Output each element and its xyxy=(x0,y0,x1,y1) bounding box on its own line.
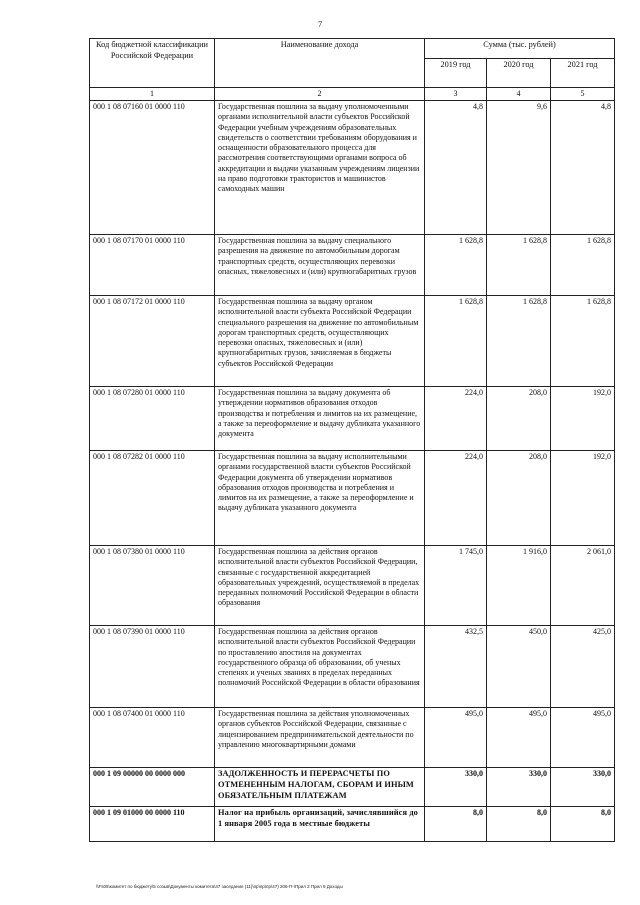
row-code: 000 1 09 00000 00 0000 000 xyxy=(90,768,215,807)
row-code: 000 1 08 07400 01 0000 110 xyxy=(90,708,215,768)
row-value-2020: 208,0 xyxy=(487,387,551,451)
table-row xyxy=(90,235,615,296)
row-code: 000 1 08 07282 01 0000 110 xyxy=(90,451,215,546)
header-code: Код бюджетной классификации Российской Федерации xyxy=(90,39,215,88)
table-row xyxy=(90,807,615,842)
header-year-2020: 2020 год xyxy=(487,59,551,88)
table-row xyxy=(90,626,615,708)
row-value-2020: 330,0 xyxy=(487,768,551,807)
row-value-2020: 9,6 xyxy=(487,101,551,235)
row-value-2020: 1 916,0 xyxy=(487,546,551,626)
row-code: 000 1 08 07170 01 0000 110 xyxy=(90,235,215,296)
row-name: Государственная пошлина за выдачу исполнительными органами государственной власти субъектов Российской Федерации документа об утверждении нормативов образования отходов производства и потребления и лимитов на их размещение, а также за переоформление и выдачу дубликата указанного документа xyxy=(215,451,425,546)
revenue-table xyxy=(89,38,615,842)
row-value-2021: 192,0 xyxy=(551,451,615,546)
row-value-2019: 1 745,0 xyxy=(425,546,487,626)
row-code: 000 1 08 07380 01 0000 110 xyxy=(90,546,215,626)
table-row xyxy=(90,546,615,626)
row-name: Государственная пошлина за действия органов исполнительной власти субъектов Российской Федерации, связанные с государственной аккредитацией образовательных учреждений, осуществляемой в пределах переданных полномочий Российской Федерации в области образования xyxy=(215,546,425,626)
row-value-2019: 1 628,8 xyxy=(425,235,487,296)
row-value-2020: 208,0 xyxy=(487,451,551,546)
header-sum: Сумма (тыс. рублей) xyxy=(425,39,615,59)
header-year-2021: 2021 год xyxy=(551,59,615,88)
row-value-2020: 450,0 xyxy=(487,626,551,708)
table-row xyxy=(90,296,615,387)
row-value-2019: 224,0 xyxy=(425,451,487,546)
row-value-2021: 425,0 xyxy=(551,626,615,708)
row-code: 000 1 08 07160 01 0000 110 xyxy=(90,101,215,235)
row-value-2019: 1 628,8 xyxy=(425,296,487,387)
row-value-2021: 1 628,8 xyxy=(551,235,615,296)
table-row xyxy=(90,768,615,807)
row-name: Государственная пошлина за выдачу специального разрешения на движение по автомобильным дорогам транспортных средств, осуществляющих перевозки опасных, тяжеловесных и (или) крупногабаритных грузов xyxy=(215,235,425,296)
row-name: Государственная пошлина за действия органов исполнительной власти субъектов Российской Федерации по проставлению апостиля на документах государственного образца об образовании, об ученых степенях и ученых званиях в пределах переданных полномочий Российской Федерации в области образования xyxy=(215,626,425,708)
row-value-2021: 4,8 xyxy=(551,101,615,235)
row-name: Государственная пошлина за действия уполномоченных органов субъектов Российской Федерации, связанные с лицензированием предпринимательской деятельности по управлению многоквартирными домами xyxy=(215,708,425,768)
row-value-2019: 4,8 xyxy=(425,101,487,235)
row-value-2020: 1 628,8 xyxy=(487,296,551,387)
col-number: 2 xyxy=(215,88,425,101)
row-name: Государственная пошлина за выдачу уполномоченными органами исполнительной власти субъектов Российской Федерации учебным учреждениям образовательных свидетельств о соответствии требованиям оборудования и оснащенности образовательного процесса для рассмотрения соответствующими органами вопроса об аккредитации и выдачи указанным учреждениям лицензии на право подготовки трактористов и машинистов самоходных машин xyxy=(215,101,425,235)
row-name: Государственная пошлина за выдачу органом исполнительной власти субъекта Российской Федерации специального разрешения на движение по автомобильным дорогам транспортных средств, осуществляющих перевозки опасных, тяжеловесных и (или) крупногабаритных грузов, зачисляемая в бюджеты субъектов Российской Федерации xyxy=(215,296,425,387)
row-code: 000 1 08 07280 01 0000 110 xyxy=(90,387,215,451)
table-row xyxy=(90,451,615,546)
footer-file-path: \\Fs05\комитет по бюджету\5 созыв\Документы комитета\47 заседание (11)\пр\пр\пр\47) 206-П-\Прил 2 Прил 9 Доходы xyxy=(96,884,343,889)
row-code: 000 1 08 07172 01 0000 110 xyxy=(90,296,215,387)
row-name: ЗАДОЛЖЕННОСТЬ И ПЕРЕРАСЧЕТЫ ПО ОТМЕНЕННЫМ НАЛОГАМ, СБОРАМ И ИНЫМ ОБЯЗАТЕЛЬНЫМ ПЛАТЕЖАМ xyxy=(215,768,425,807)
page-number: 7 xyxy=(318,20,322,29)
row-code: 000 1 09 01000 00 0000 110 xyxy=(90,807,215,842)
row-code: 000 1 08 07390 01 0000 110 xyxy=(90,626,215,708)
row-value-2021: 192,0 xyxy=(551,387,615,451)
row-value-2021: 2 061,0 xyxy=(551,546,615,626)
col-number: 4 xyxy=(487,88,551,101)
header-year-2019: 2019 год xyxy=(425,59,487,88)
row-value-2021: 1 628,8 xyxy=(551,296,615,387)
col-number: 3 xyxy=(425,88,487,101)
row-value-2020: 1 628,8 xyxy=(487,235,551,296)
row-value-2019: 8,0 xyxy=(425,807,487,842)
row-name: Государственная пошлина за выдачу документа об утверждении нормативов образования отходов производства и потребления и лимитов на их размещение, а также за переоформление и выдачу дубликата указанного документа xyxy=(215,387,425,451)
row-value-2020: 8,0 xyxy=(487,807,551,842)
col-number: 1 xyxy=(90,88,215,101)
table-row xyxy=(90,387,615,451)
row-value-2021: 8,0 xyxy=(551,807,615,842)
table-row xyxy=(90,101,615,235)
row-value-2021: 330,0 xyxy=(551,768,615,807)
row-value-2019: 330,0 xyxy=(425,768,487,807)
header-name: Наименование дохода xyxy=(215,39,425,88)
table-row xyxy=(90,708,615,768)
row-name: Налог на прибыль организаций, зачислявшийся до 1 января 2005 года в местные бюджеты xyxy=(215,807,425,842)
row-value-2019: 495,0 xyxy=(425,708,487,768)
row-value-2021: 495,0 xyxy=(551,708,615,768)
row-value-2020: 495,0 xyxy=(487,708,551,768)
row-value-2019: 224,0 xyxy=(425,387,487,451)
col-number: 5 xyxy=(551,88,615,101)
row-value-2019: 432,5 xyxy=(425,626,487,708)
